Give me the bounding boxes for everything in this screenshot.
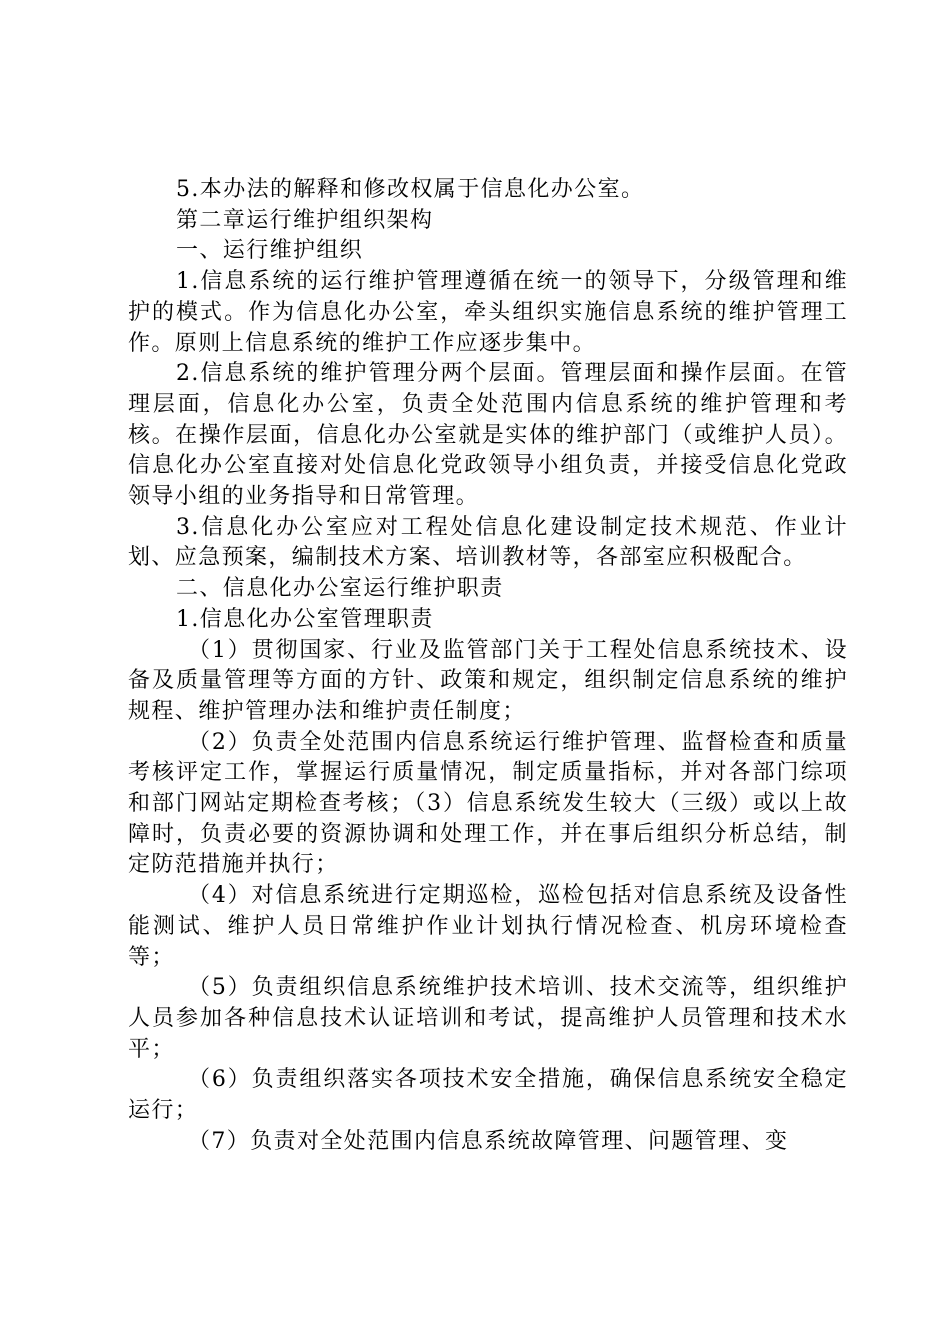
list-item-duty-4: （4）对信息系统进行定期巡检，巡检包括对信息系统及设备性能测试、维护人员日常维护作业计划执行情况检查、机房环境检查等；: [128, 883, 848, 970]
subheading-management-duties: 1.信息化办公室管理职责: [176, 606, 434, 632]
list-item-duty-5: （5）负责组织信息系统维护技术培训、技术交流等，组织维护人员参加各种信息技术认证培训和考试，提高维护人员管理和技术水平；: [128, 975, 848, 1062]
chapter-heading: 第二章运行维护组织架构: [176, 207, 434, 233]
paragraph-interpretation-clause: 5.本办法的解释和修改权属于信息化办公室。: [176, 177, 645, 202]
list-item-duty-2-3: （2）负责全处范围内信息系统运行维护管理、监督检查和质量考核评定工作，掌握运行质量情况，制定质量指标，并对各部门综项和部门网站定期检查考核；（3）信息系统发生较大（三级）或以上故障时，负责必要的资源协调和处理工作，并在事后组织分析总结，制定防范措施并执行；: [128, 729, 848, 878]
list-item-duty-7: （7）负责对全处范围内信息系统故障管理、问题管理、变: [188, 1128, 789, 1154]
paragraph-item-1: 1.信息系统的运行维护管理遵循在统一的领导下，分级管理和维护的模式。作为信息化办公室，牵头组织实施信息系统的维护管理工作。原则上信息系统的维护工作应逐步集中。: [128, 269, 848, 356]
list-item-duty-1: （1）贯彻国家、行业及监管部门关于工程处信息系统技术、设备及质量管理等方面的方针、政策和规定，组织制定信息系统的维护规程、维护管理办法和维护责任制度；: [128, 637, 848, 724]
section-heading-organization: 一、运行维护组织: [176, 238, 364, 264]
list-item-duty-6: （6）负责组织落实各项技术安全措施，确保信息系统安全稳定运行；: [128, 1067, 848, 1124]
paragraph-item-2: 2.信息系统的维护管理分两个层面。管理层面和操作层面。在管理层面，信息化办公室，负责全处范围内信息系统的维护管理和考核。在操作层面，信息化办公室就是实体的维护部门（或维护人员）。信息化办公室直接对处信息化党政领导小组负责，并接受信息化党政领导小组的业务指导和日常管理。: [128, 361, 848, 510]
section-heading-duties: 二、信息化办公室运行维护职责: [176, 576, 504, 602]
paragraph-item-3: 3.信息化办公室应对工程处信息化建设制定技术规范、作业计划、应急预案，编制技术方案、培训教材等，各部室应积极配合。: [128, 514, 848, 571]
document-body: [128, 175, 848, 1158]
